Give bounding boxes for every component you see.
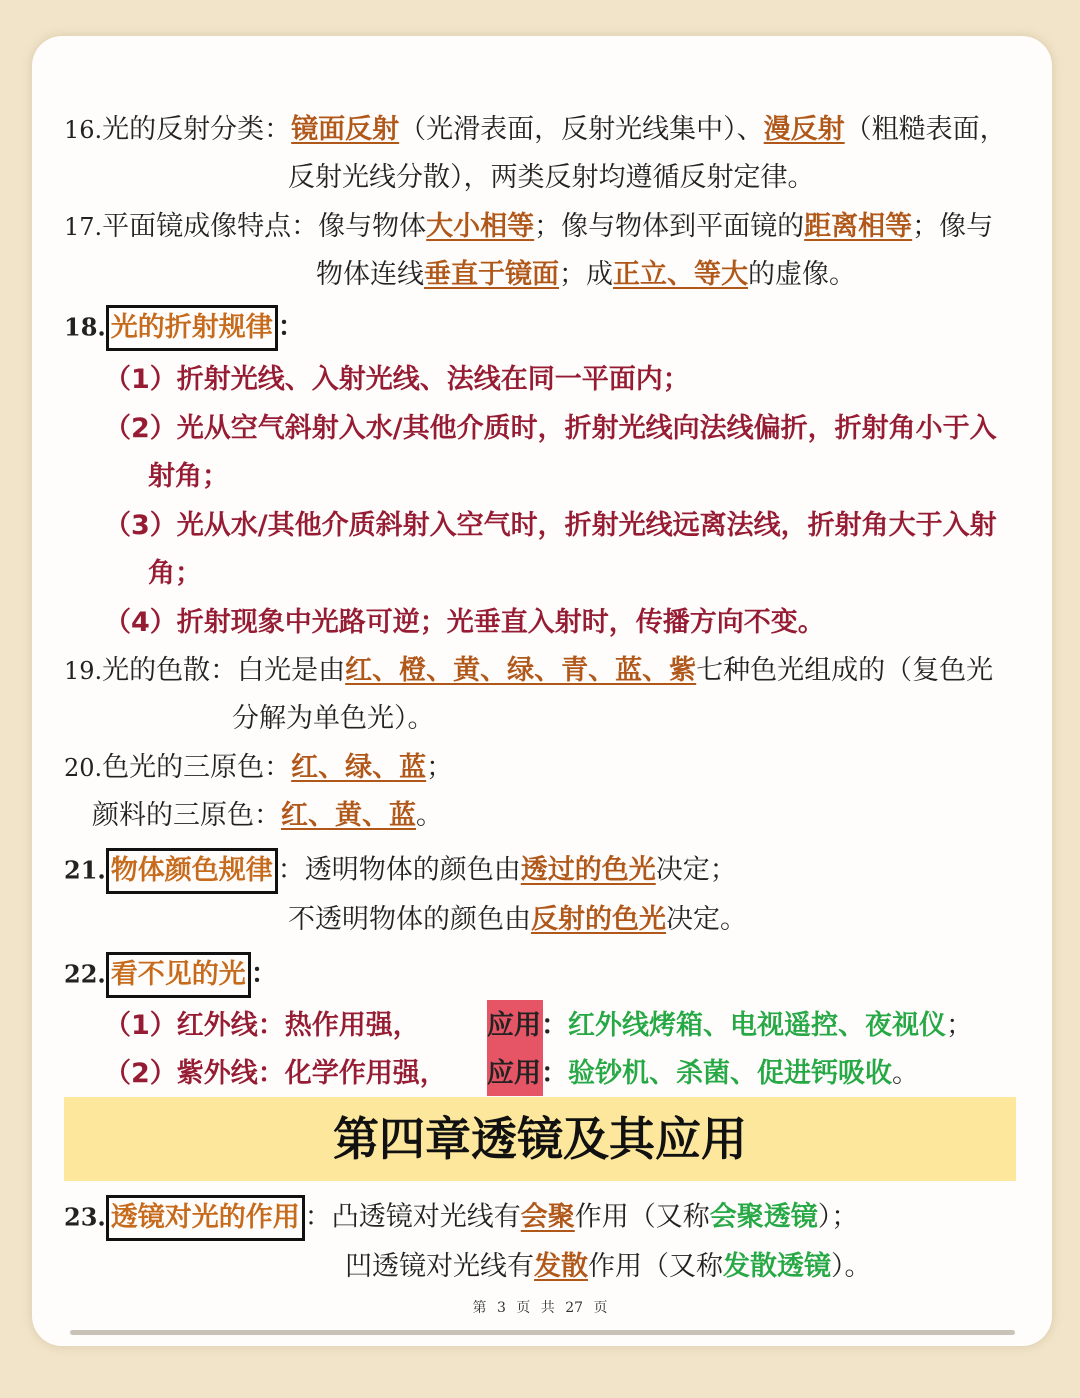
item-22-infrared: （1）红外线：热作用强， [104, 1010, 420, 1041]
item-19-line1: 19.光的色散：白光是由红、橙、黄、绿、青、蓝、紫七种色光组成的（复色光 [64, 655, 994, 686]
green-keyword: 红外线烤箱、电视遥控、夜视仪 [568, 1010, 946, 1041]
green-keyword: 会聚透镜 [709, 1201, 818, 1233]
item-17-line1: 17.平面镜成像特点：像与物体大小相等；像与物体到平面镜的距离相等；像与 [64, 211, 994, 242]
application-label: 应用 [487, 1010, 541, 1041]
keyword: 红、绿、蓝 [291, 752, 427, 783]
keyword: 距离相等 [804, 211, 913, 242]
green-keyword: 验钞机、杀菌、促进钙吸收 [568, 1058, 892, 1089]
item-23-line1: 23. 透镜对光的作用 ：凸透镜对光线有会聚作用（又称会聚透镜）； [64, 1195, 858, 1241]
item-18-heading: 18. 光的折射规律 ： [64, 305, 305, 351]
keyword: 反射的色光 [531, 904, 666, 935]
item-23-line2: 凹透镜对光线有发散作用（又称发散透镜）。 [345, 1251, 872, 1282]
item-21-line2: 不透明物体的颜色由反射的色光决定。 [288, 904, 747, 935]
keyword: 红、橙、黄、绿、青、蓝、紫 [345, 655, 697, 686]
page-footer: 第 3 页 共 27 页 [472, 1300, 608, 1316]
item-17-line2: 物体连线垂直于镜面；成正立、等大的虚像。 [316, 259, 856, 290]
keyword: 大小相等 [426, 211, 535, 242]
item-18-point-4: （4）折射现象中光路可逆；光垂直入射时，传播方向不变。 [104, 607, 825, 638]
keyword: 会聚 [520, 1201, 575, 1233]
keyword: 透过的色光 [520, 854, 656, 886]
application-label: 应用 [487, 1058, 541, 1089]
chapter-title: 第四章透镜及其应用 [333, 1112, 747, 1166]
item-22-heading: 22. 看不见的光 ： [64, 952, 278, 998]
keyword: 发散 [534, 1251, 588, 1282]
item-22-app-row1: 应用：红外线烤箱、电视遥控、夜视仪； [487, 1010, 973, 1041]
item-18-point-1: （1）折射光线、入射光线、法线在同一平面内； [104, 364, 690, 395]
keyword: 正立、等大 [613, 259, 748, 290]
item-18-point-2-cont: 射角； [148, 461, 229, 492]
keyword: 漫反射 [763, 114, 845, 145]
item-22-ultraviolet: （2）紫外线：化学作用强， [104, 1058, 447, 1089]
item-19-line2: 分解为单色光）。 [232, 703, 435, 734]
boxed-title: 光的折射规律 [106, 305, 278, 351]
chapter-banner [64, 1097, 1016, 1181]
boxed-title: 透镜对光的作用 [106, 1195, 305, 1241]
keyword: 镜面反射 [291, 114, 400, 145]
item-16-line2: 反射光线分散），两类反射均遵循反射定律。 [288, 162, 815, 193]
item-18-point-3: （3）光从水/其他介质斜射入空气时，折射光线远离法线，折射角大于入射 [104, 510, 997, 541]
keyword: 红、黄、蓝 [281, 800, 416, 831]
boxed-title: 物体颜色规律 [106, 848, 278, 894]
item-18-point-3-cont: 角； [148, 558, 202, 589]
item-22-app-row2: 应用：验钞机、杀菌、促进钙吸收。 [487, 1058, 919, 1089]
keyword: 垂直于镜面 [424, 259, 559, 290]
item-20-line2: 颜料的三原色：红、黄、蓝。 [92, 800, 443, 831]
item-18-point-2: （2）光从空气斜射入水/其他介质时，折射光线向法线偏折，折射角小于入 [104, 413, 997, 444]
boxed-title: 看不见的光 [106, 952, 251, 998]
bottom-rule [70, 1330, 1015, 1335]
item-16-line1: 16.光的反射分类：镜面反射（光滑表面，反射光线集中）、漫反射（粗糙表面， [64, 114, 1007, 145]
item-21-line1: 21. 物体颜色规律 ：透明物体的颜色由透过的色光决定； [64, 848, 737, 894]
item-20-line1: 20.色光的三原色：红、绿、蓝； [64, 752, 454, 783]
green-keyword: 发散透镜 [723, 1251, 831, 1282]
